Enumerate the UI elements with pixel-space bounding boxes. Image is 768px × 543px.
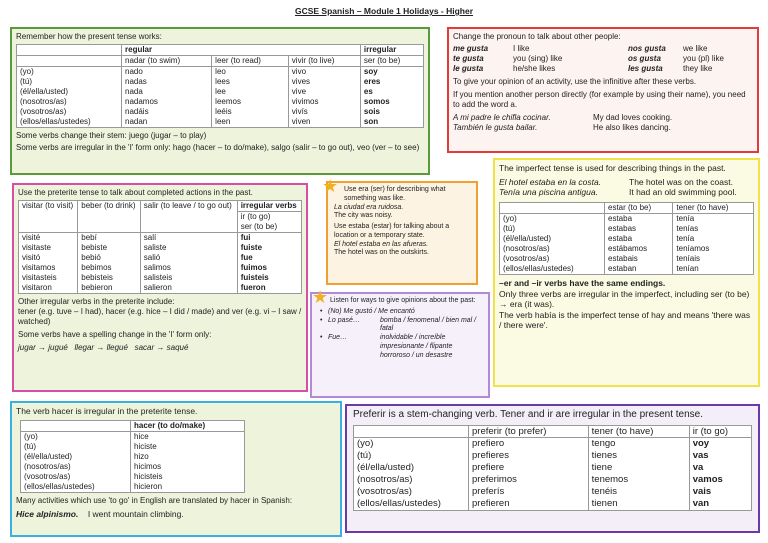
- opinions-box: [310, 292, 490, 398]
- nadar-forms: nado nadas nada nadamos nadáis nadan: [122, 67, 212, 128]
- pronoun-row: te gusta you (sing) like os gusta you (pl) like: [453, 54, 724, 63]
- infinitive-leer: leer (to read): [212, 56, 289, 67]
- bullet-icon: •: [320, 334, 323, 341]
- hacer-header: hacer (to do/make): [131, 420, 245, 431]
- hacer-box: [10, 401, 342, 537]
- opinions-heading: Listen for ways to give opinions about the past:: [330, 297, 476, 304]
- estaba-line: Use estaba (estar) for talking about a location or a temporary state.: [334, 223, 450, 239]
- mention-note: If you mention another person directly (for example by using their name), you need to add the word a.: [453, 90, 746, 109]
- pronoun-list: (yo) (tú) (él/ella/usted) (nosotros/as) (vosotros/as) (ellos/ellas/ustedes): [17, 67, 122, 128]
- ir-header: ir (to go): [689, 425, 751, 438]
- infinitive-vivir: vivir (to live): [288, 56, 360, 67]
- era-line: Use era (ser) for describing what something was like.: [344, 186, 446, 202]
- estar-forms: estaba estabas estaba estábamos estabais estaban: [605, 213, 673, 274]
- leer-forms: leo lees lee leemos leéis leen: [212, 67, 289, 128]
- tener-forms: tengo tienes tiene tenemos tenéis tienen: [588, 438, 689, 510]
- present-note-irregular: Some verbs are irregular in the 'I' form only: hago (hacer – to do/make), salgo (salir – to go out), veo (ver – to see): [16, 143, 420, 152]
- era-example-es: La ciudad era ruidosa.: [334, 203, 404, 211]
- pronoun-heading: Change the pronoun to talk about other people:: [453, 32, 621, 41]
- preferir-box: [345, 404, 760, 533]
- bullet-icon: •: [320, 316, 323, 324]
- hacer-heading: The verb hacer is irregular in the preterite tense.: [16, 406, 198, 416]
- irregular-verbs-header: irregular verbs ir (to go) ser (to be): [237, 201, 301, 233]
- pronoun-grid: [453, 44, 753, 74]
- infinitive-visitar: visitar (to visit): [19, 201, 78, 233]
- pronoun-row: le gusta he/she likes les gusta they like: [453, 64, 713, 73]
- star-icon: ★: [322, 176, 339, 196]
- preterite-note-spelling: Some verbs have a spelling change in the 'I' form only:: [18, 330, 212, 339]
- present-note-stem: Some verbs change their stem: juego (jugar – to play): [16, 131, 207, 140]
- preterite-note-other: Other irregular verbs in the preterite include:: [18, 297, 175, 306]
- irregular-header: irregular: [360, 45, 423, 56]
- opinion-item: • (No) Me gustó / Me encantó: [320, 307, 415, 315]
- pronoun-list: (yo) (tú) (él/ella/usted) (nosotros/as) (vosotros/as) (ellos/ellas/ustedes): [21, 431, 131, 492]
- imperfect-table: [499, 202, 754, 275]
- beber-forms: bebí bebiste bebió bebimos bebisteis bebieron: [78, 233, 140, 294]
- arrow-icon: →: [96, 343, 105, 352]
- imperfect-example: Tenía una piscina antigua. It had an old swimming pool.: [499, 187, 737, 198]
- hacer-table: [20, 420, 245, 493]
- present-tense-box: [10, 27, 430, 175]
- preferir-table: [353, 425, 752, 511]
- era-example-en: The city was noisy.: [334, 212, 393, 220]
- pronoun-list: (yo) (tú) (él/ella/usted) (nosotros/as) (vosotros/as) (ellos/ellas/ustedes): [500, 213, 605, 274]
- spelling-changes: jugar → jugué llegar → llegué sacar → saqué: [18, 343, 189, 352]
- regular-header: regular: [122, 45, 361, 56]
- arrow-icon: →: [156, 343, 165, 352]
- hacer-note: Many activities which use 'to go' in English are translated by hacer in Spanish:: [16, 495, 293, 505]
- imperfect-note-irregular: Only three verbs are irregular in the imperfect, including ser (to be) → era (it was).: [499, 288, 750, 310]
- pronoun-row: me gusta I like nos gusta we like: [453, 44, 708, 53]
- bullet-icon: •: [320, 307, 323, 315]
- imperfect-heading: The imperfect tense is used for describing things in the past.: [499, 163, 726, 173]
- opinion-item: • Lo pasé… bomba / fenomenal / bien mal / fatal: [320, 316, 477, 333]
- tener-header: tener (to have): [673, 202, 754, 213]
- vivir-forms: vivo vives vive vivimos vivís viven: [288, 67, 360, 128]
- tener-header: tener (to have): [588, 425, 689, 438]
- imperfect-box: [493, 158, 760, 387]
- preterite-note-examples: tener (e.g. tuve – I had), hacer (e.g. hice – I did / made) and ver (e.g. vi – I saw / watched): [18, 307, 302, 326]
- preterite-table: [18, 200, 302, 294]
- preterite-box: [12, 183, 308, 392]
- era-estaba-box: [326, 181, 478, 285]
- imperfect-note-endings: –er and –ir verbs have the same endings.: [499, 277, 666, 288]
- imperfect-note-habia: The verb había is the imperfect tense of hay and means 'there was / there were'.: [499, 309, 751, 331]
- present-heading: Remember how the present tense works:: [16, 32, 162, 41]
- pronoun-box: [447, 27, 759, 153]
- hacer-forms: hice hiciste hizo hicimos hicisteis hicieron: [131, 431, 245, 492]
- opinion-note: To give your opinion of an activity, use the infinitive after these verbs.: [453, 77, 697, 86]
- irregular-forms: fui fuiste fue fuimos fuisteis fueron: [237, 233, 301, 294]
- estaba-example-en: The hotel was on the outskirts.: [334, 249, 429, 257]
- salir-forms: salí saliste salió salimos salisteis salieron: [140, 233, 237, 294]
- ir-forms: voy vas va vamos vais van: [689, 438, 751, 510]
- hacer-example: Hice alpinismo. I went mountain climbing.: [16, 508, 184, 519]
- page-title: GCSE Spanish – Module 1 Holidays - Higher: [294, 6, 474, 16]
- tener-forms: tenía tenías tenía teníamos teníais tenían: [673, 213, 754, 274]
- preferir-heading: Preferir is a stem-changing verb. Tener and ir are irregular in the present tense.: [353, 409, 703, 420]
- arrow-icon: →: [38, 343, 47, 352]
- example-row: También le gusta bailar. He also likes dancing.: [453, 123, 671, 132]
- visitar-forms: visité visitaste visitó visitamos visitasteis visitaron: [19, 233, 78, 294]
- imperfect-example: El hotel estaba en la costa. The hotel was on the coast.: [499, 176, 733, 187]
- infinitive-salir: salir (to leave / to go out): [140, 201, 237, 233]
- ser-forms: soy eres es somos sois son: [360, 67, 423, 128]
- preferir-header: preferir (to prefer): [469, 425, 589, 438]
- estar-header: estar (to be): [605, 202, 673, 213]
- present-table: [16, 44, 424, 128]
- infinitive-nadar: nadar (to swim): [122, 56, 212, 67]
- star-icon: ★: [312, 287, 329, 307]
- preferir-forms: prefiero prefieres prefiere preferimos preferís prefieren: [469, 438, 589, 510]
- infinitive-beber: beber (to drink): [78, 201, 140, 233]
- opinion-item: • Fue… inolvidable / increíble impresionante / flipante horroroso / un desastre: [320, 334, 453, 359]
- infinitive-ser: ser (to be): [360, 56, 423, 67]
- pronoun-list: (yo) (tú) (él/ella/usted) (nosotros/as) (vosotros/as) (ellos/ellas/ustedes): [354, 438, 469, 510]
- estaba-example-es: El hotel estaba en las afueras.: [334, 240, 429, 248]
- example-row: A mi padre le chifla cocinar. My dad loves cooking.: [453, 113, 673, 122]
- preterite-heading: Use the preterite tense to talk about completed actions in the past.: [18, 188, 253, 197]
